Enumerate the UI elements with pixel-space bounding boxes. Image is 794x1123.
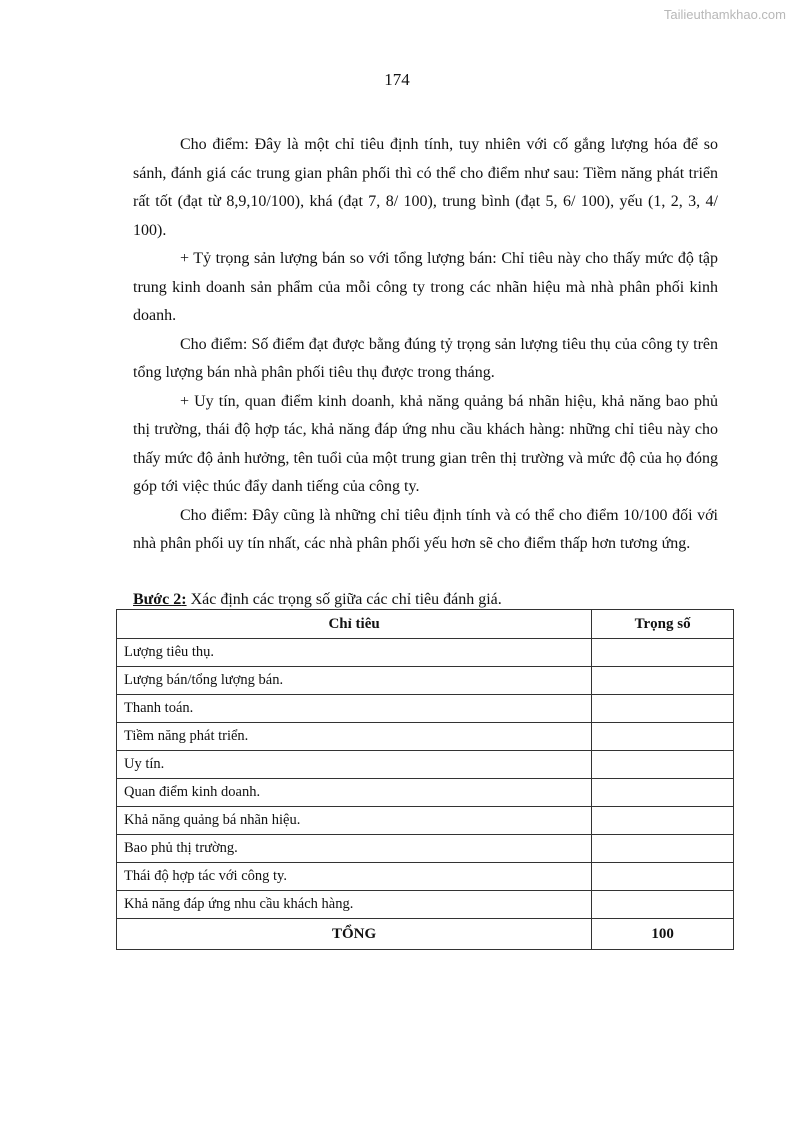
total-label: TỔNG: [117, 919, 592, 950]
paragraph: Cho điểm: Đây là một chỉ tiêu định tính, tuy nhiên với cố gắng lượng hóa để so sánh, đánh giá các trung gian phân phối thì có thể cho điểm như sau: Tiềm năng phát triển rất tốt (đạt từ 8,9,10/100), khá (đạt 7, 8/ 100), trung bình (đạt 5, 6/ 100), yếu (1, 2, 3, 4/ 100).: [133, 136, 718, 239]
weight-cell: [592, 667, 734, 695]
paragraph: Cho điểm: Đây cũng là những chỉ tiêu định tính và có thể cho điểm 10/100 đối với nhà phân phối uy tín nhất, các nhà phân phối yếu hơn sẽ cho điểm thấp hơn tương ứng.: [133, 506, 718, 552]
criteria-weight-table: [116, 609, 734, 950]
weight-cell: [592, 779, 734, 807]
table-row: [117, 779, 734, 807]
table-row: [117, 751, 734, 779]
paragraph: + Uy tín, quan điểm kinh doanh, khả năng quảng bá nhãn hiệu, khả năng bao phủ thị trường, thái độ hợp tác, khả năng đáp ứng nhu cầu khách hàng: những chỉ tiêu này cho thấy mức độ ảnh hưởng, tên tuổi của một trung gian trên thị trường và mức độ của họ đóng góp tới việc thúc đẩy danh tiếng của công ty.: [133, 392, 718, 495]
table-row: [117, 891, 734, 919]
criterion-cell: Thái độ hợp tác với công ty.: [117, 863, 592, 891]
criterion-cell: Bao phủ thị trường.: [117, 835, 592, 863]
paragraph: + Tỷ trọng sản lượng bán so với tổng lượng bán: Chỉ tiêu này cho thấy mức độ tập trung kinh doanh sản phẩm của mỗi công ty trong các nhãn hiệu mà nhà phân phối kinh doanh.: [133, 250, 718, 324]
weight-cell: [592, 807, 734, 835]
header-criterion: Chỉ tiêu: [117, 610, 592, 639]
criterion-cell: Khả năng đáp ứng nhu cầu khách hàng.: [117, 891, 592, 919]
step-label: Bước 2:: [133, 591, 187, 608]
table-header-row: [117, 610, 734, 639]
table-row: [117, 835, 734, 863]
header-weight: Trọng số: [592, 610, 734, 639]
step-heading: [133, 590, 502, 610]
table-row: [117, 863, 734, 891]
criterion-cell: Quan điểm kinh doanh.: [117, 779, 592, 807]
criterion-cell: Lượng bán/tổng lượng bán.: [117, 667, 592, 695]
table-row: [117, 807, 734, 835]
table-row: [117, 695, 734, 723]
table-row: [117, 667, 734, 695]
paragraph: Cho điểm: Số điểm đạt được bằng đúng tỷ trọng sản lượng tiêu thụ của công ty trên tổng lượng bán nhà phân phối tiêu thụ được trong tháng.: [133, 335, 718, 381]
criterion-cell: Tiềm năng phát triển.: [117, 723, 592, 751]
table-row: [117, 639, 734, 667]
criterion-cell: Khả năng quảng bá nhãn hiệu.: [117, 807, 592, 835]
criterion-cell: Lượng tiêu thụ.: [117, 639, 592, 667]
table-total-row: [117, 919, 734, 950]
weight-cell: [592, 863, 734, 891]
page-number: 174: [384, 70, 410, 89]
weight-cell: [592, 891, 734, 919]
criterion-cell: Uy tín.: [117, 751, 592, 779]
weight-cell: [592, 751, 734, 779]
criterion-cell: Thanh toán.: [117, 695, 592, 723]
weight-cell: [592, 639, 734, 667]
step-text: Xác định các trọng số giữa các chỉ tiêu đánh giá.: [186, 591, 502, 608]
body-text: [133, 131, 718, 559]
weight-cell: [592, 723, 734, 751]
watermark: Tailieuthamkhao.com: [663, 7, 786, 22]
weight-cell: [592, 835, 734, 863]
total-value: 100: [592, 919, 734, 950]
weight-cell: [592, 695, 734, 723]
table-row: [117, 723, 734, 751]
